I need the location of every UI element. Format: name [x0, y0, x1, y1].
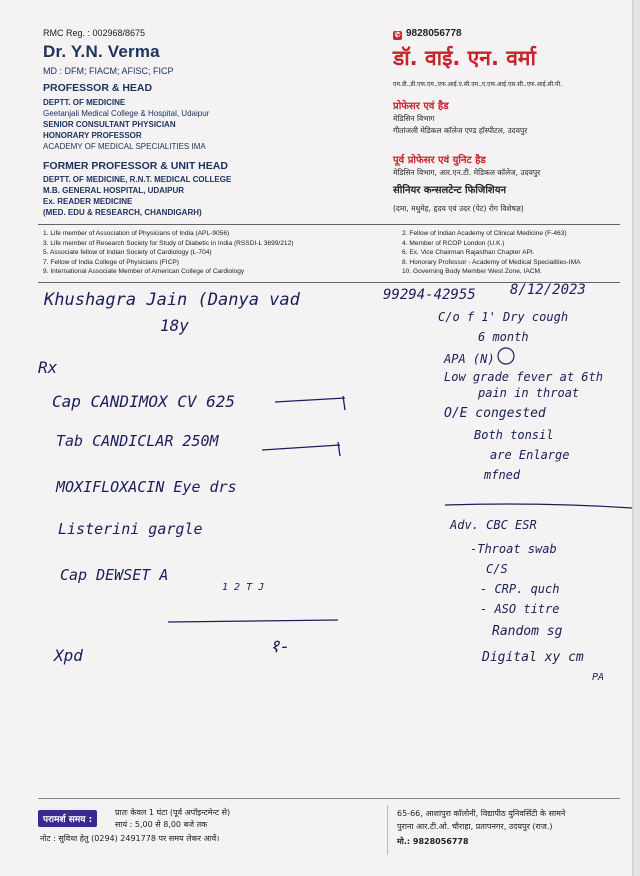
- underline-stroke: [168, 620, 338, 622]
- membership-item: 8. Honorary Professor - Academy of Medical Specialities-IMA: [402, 258, 581, 266]
- history-line: O/E congested: [444, 406, 546, 421]
- membership-item: 5. Associate fellow of Indian Society of Cardiology (L-704): [43, 249, 212, 256]
- sec1-line-4: ACADEMY OF MEDICAL SPECIALITIES IMA: [43, 142, 206, 151]
- rmc-reg: RMC Reg. : 002968/8675: [43, 28, 146, 38]
- advice-line: PA: [592, 672, 605, 683]
- consult-time-2: सायं : 5,00 से 8,00 बजे तक: [115, 820, 208, 829]
- underline-stroke: [275, 396, 345, 410]
- sec2-line-3: (MED. EDU & RESEARCH, CHANDIGARH): [43, 208, 202, 217]
- advice-line: C/S: [486, 562, 508, 576]
- hindi-sec2-title: पूर्व प्रोफेसर एवं युनिट हैड: [393, 155, 486, 166]
- membership-item: 7. Fellow of India College of Physicians (FICP): [43, 258, 179, 266]
- history-line: C/o f 1' Dry cough: [438, 310, 569, 324]
- advice-line: Random sg: [492, 624, 563, 639]
- divider-stroke: [445, 504, 632, 508]
- membership-item: 3. Life member of Research Society for Study of Diabetic in India (RSSDI-L 3699/212): [43, 239, 294, 247]
- history-line: APA (N): [444, 352, 495, 366]
- address-line-1: 65-66, आशापुरा कॉलोनी, विद्यापीठ युनिवर्सिटी के सामने: [397, 809, 566, 818]
- medicine-line: Listerini gargle: [58, 520, 203, 538]
- membership-item: 10. Governing Body Member West Zone, IACM.: [402, 268, 542, 275]
- medicine-line: Cap CANDIMOX CV 625: [52, 392, 236, 411]
- history-line: Both tonsil: [474, 428, 554, 442]
- hindi-sec1-title: प्रोफेसर एवं हैड: [393, 101, 449, 112]
- advice-line: - CRP. quch: [480, 582, 560, 596]
- history-line: are Enlarge: [490, 448, 570, 462]
- dose-note: 1 2 T J: [222, 582, 265, 593]
- mobile-number: मो.: 9828056778: [397, 837, 469, 846]
- squiggle: १-: [270, 636, 291, 657]
- doctor-degrees: MD : DFM; FIACM; AFISC; FICP: [43, 66, 174, 76]
- sec1-line-0: DEPTT. OF MEDICINE: [43, 98, 126, 107]
- sec2-line-0: DEPTT. OF MEDICINE, R.N.T. MEDICAL COLLEGE: [43, 175, 232, 184]
- doctor-sign: Xpd: [54, 646, 83, 665]
- advice-line: - ASO titre: [480, 602, 560, 616]
- history-line: Low grade fever at 6th: [444, 370, 603, 384]
- sec1-line-3: HONORARY PROFESSOR: [43, 131, 142, 140]
- membership-item: 6. Ex. Vice Chairman Rajasthan Chapter API.: [402, 249, 535, 256]
- footer-rule: [38, 798, 620, 799]
- hindi-degrees: एम.डी.,डी.एफ.एम.,एफ.आई.ए.सी.एम.,ए.एफ.आई.एस.सी.,एफ.आई.सी.पी.: [393, 81, 562, 88]
- membership-item: 2. Fellow of Indian Academy of Clinical Medicine (F-463): [402, 230, 567, 237]
- medicine-line: Tab CANDICLAR 250M: [56, 432, 219, 450]
- advice-line: -Throat swab: [470, 542, 557, 556]
- address-line-2: पुराना आर.टी.ओ. चौराहा, प्रतापनगर, उदयपुर (राज.): [397, 822, 553, 831]
- circle-mark: [498, 348, 514, 364]
- patient-name: Khushagra Jain (Danya vad: [44, 290, 300, 310]
- hindi-sec3: सीनियर कन्सलटेन्ट फिजिशियन: [393, 185, 507, 196]
- membership-item: 1. Life member of Association of Physicians of India (APL-9056): [43, 230, 230, 237]
- sec2-line-1: M.B. GENERAL HOSPITAL, UDAIPUR: [43, 186, 185, 195]
- sec1-line-2: SENIOR CONSULTANT PHYSICIAN: [43, 120, 176, 129]
- patient-age: 18y: [160, 316, 189, 335]
- hindi-sec2-line: मेडिसिन विभाग, आर.एन.टी. मेडिकल कॉलेज, उदयपुर: [393, 168, 541, 177]
- sec2-line-2: Ex. READER MEDICINE: [43, 197, 133, 206]
- medicine-line: Cap DEWSET A: [60, 566, 169, 584]
- consult-time-badge: परामर्श समय :: [38, 810, 97, 827]
- hindi-doctor-name: डॉ. वाई. एन. वर्मा: [393, 46, 536, 70]
- membership-item: 9. International Associate Member of American College of Cardiology: [43, 268, 245, 275]
- history-line: 6 month: [478, 330, 529, 344]
- section-professor-head: PROFESSOR & HEAD: [43, 82, 153, 94]
- rx-symbol: Rx: [38, 358, 58, 377]
- history-line: mfned: [484, 468, 521, 482]
- history-line: pain in throat: [478, 386, 580, 400]
- section-former-professor: FORMER PROFESSOR & UNIT HEAD: [43, 160, 228, 172]
- hindi-sec3-sub: (दमा, मधुमेह, हृदय एवं उदर (पेट) रोग विशेषज्ञ): [393, 204, 524, 213]
- phone-text: 9828056778: [406, 28, 462, 39]
- sec1-line-1: Geetanjali Medical College & Hospital, Udaipur: [43, 109, 210, 118]
- prescription-date: 8/12/2023: [510, 282, 586, 298]
- consult-time-1: प्रातः केवल 1 घंटा (पूर्व अपॉइन्टमेन्ट से): [115, 808, 231, 817]
- doctor-name: Dr. Y.N. Verma: [43, 42, 160, 61]
- advice-line: Digital xy cm: [482, 650, 584, 665]
- patient-phone: 99294-42955: [383, 287, 476, 303]
- hindi-sec1-line-1: गीतांजली मेडिकल कॉलेज एण्ड हॉस्पीटल, उदयपुर: [393, 126, 528, 135]
- underline-stroke: [262, 442, 340, 456]
- footer-note: नोट : सुविधा हेतु (0294) 2491778 पर समय लेकर आवें।: [40, 834, 220, 843]
- footer-divider: [387, 805, 388, 855]
- membership-item: 4. Member of RCOP London (U.K.): [402, 239, 505, 247]
- phone-icon: ✆: [394, 32, 401, 39]
- advice-line: Adv. CBC ESR: [450, 518, 537, 532]
- hindi-sec1-line-0: मेडिसिन विभाग: [393, 114, 435, 123]
- medicine-line: MOXIFLOXACIN Eye drs: [56, 478, 237, 496]
